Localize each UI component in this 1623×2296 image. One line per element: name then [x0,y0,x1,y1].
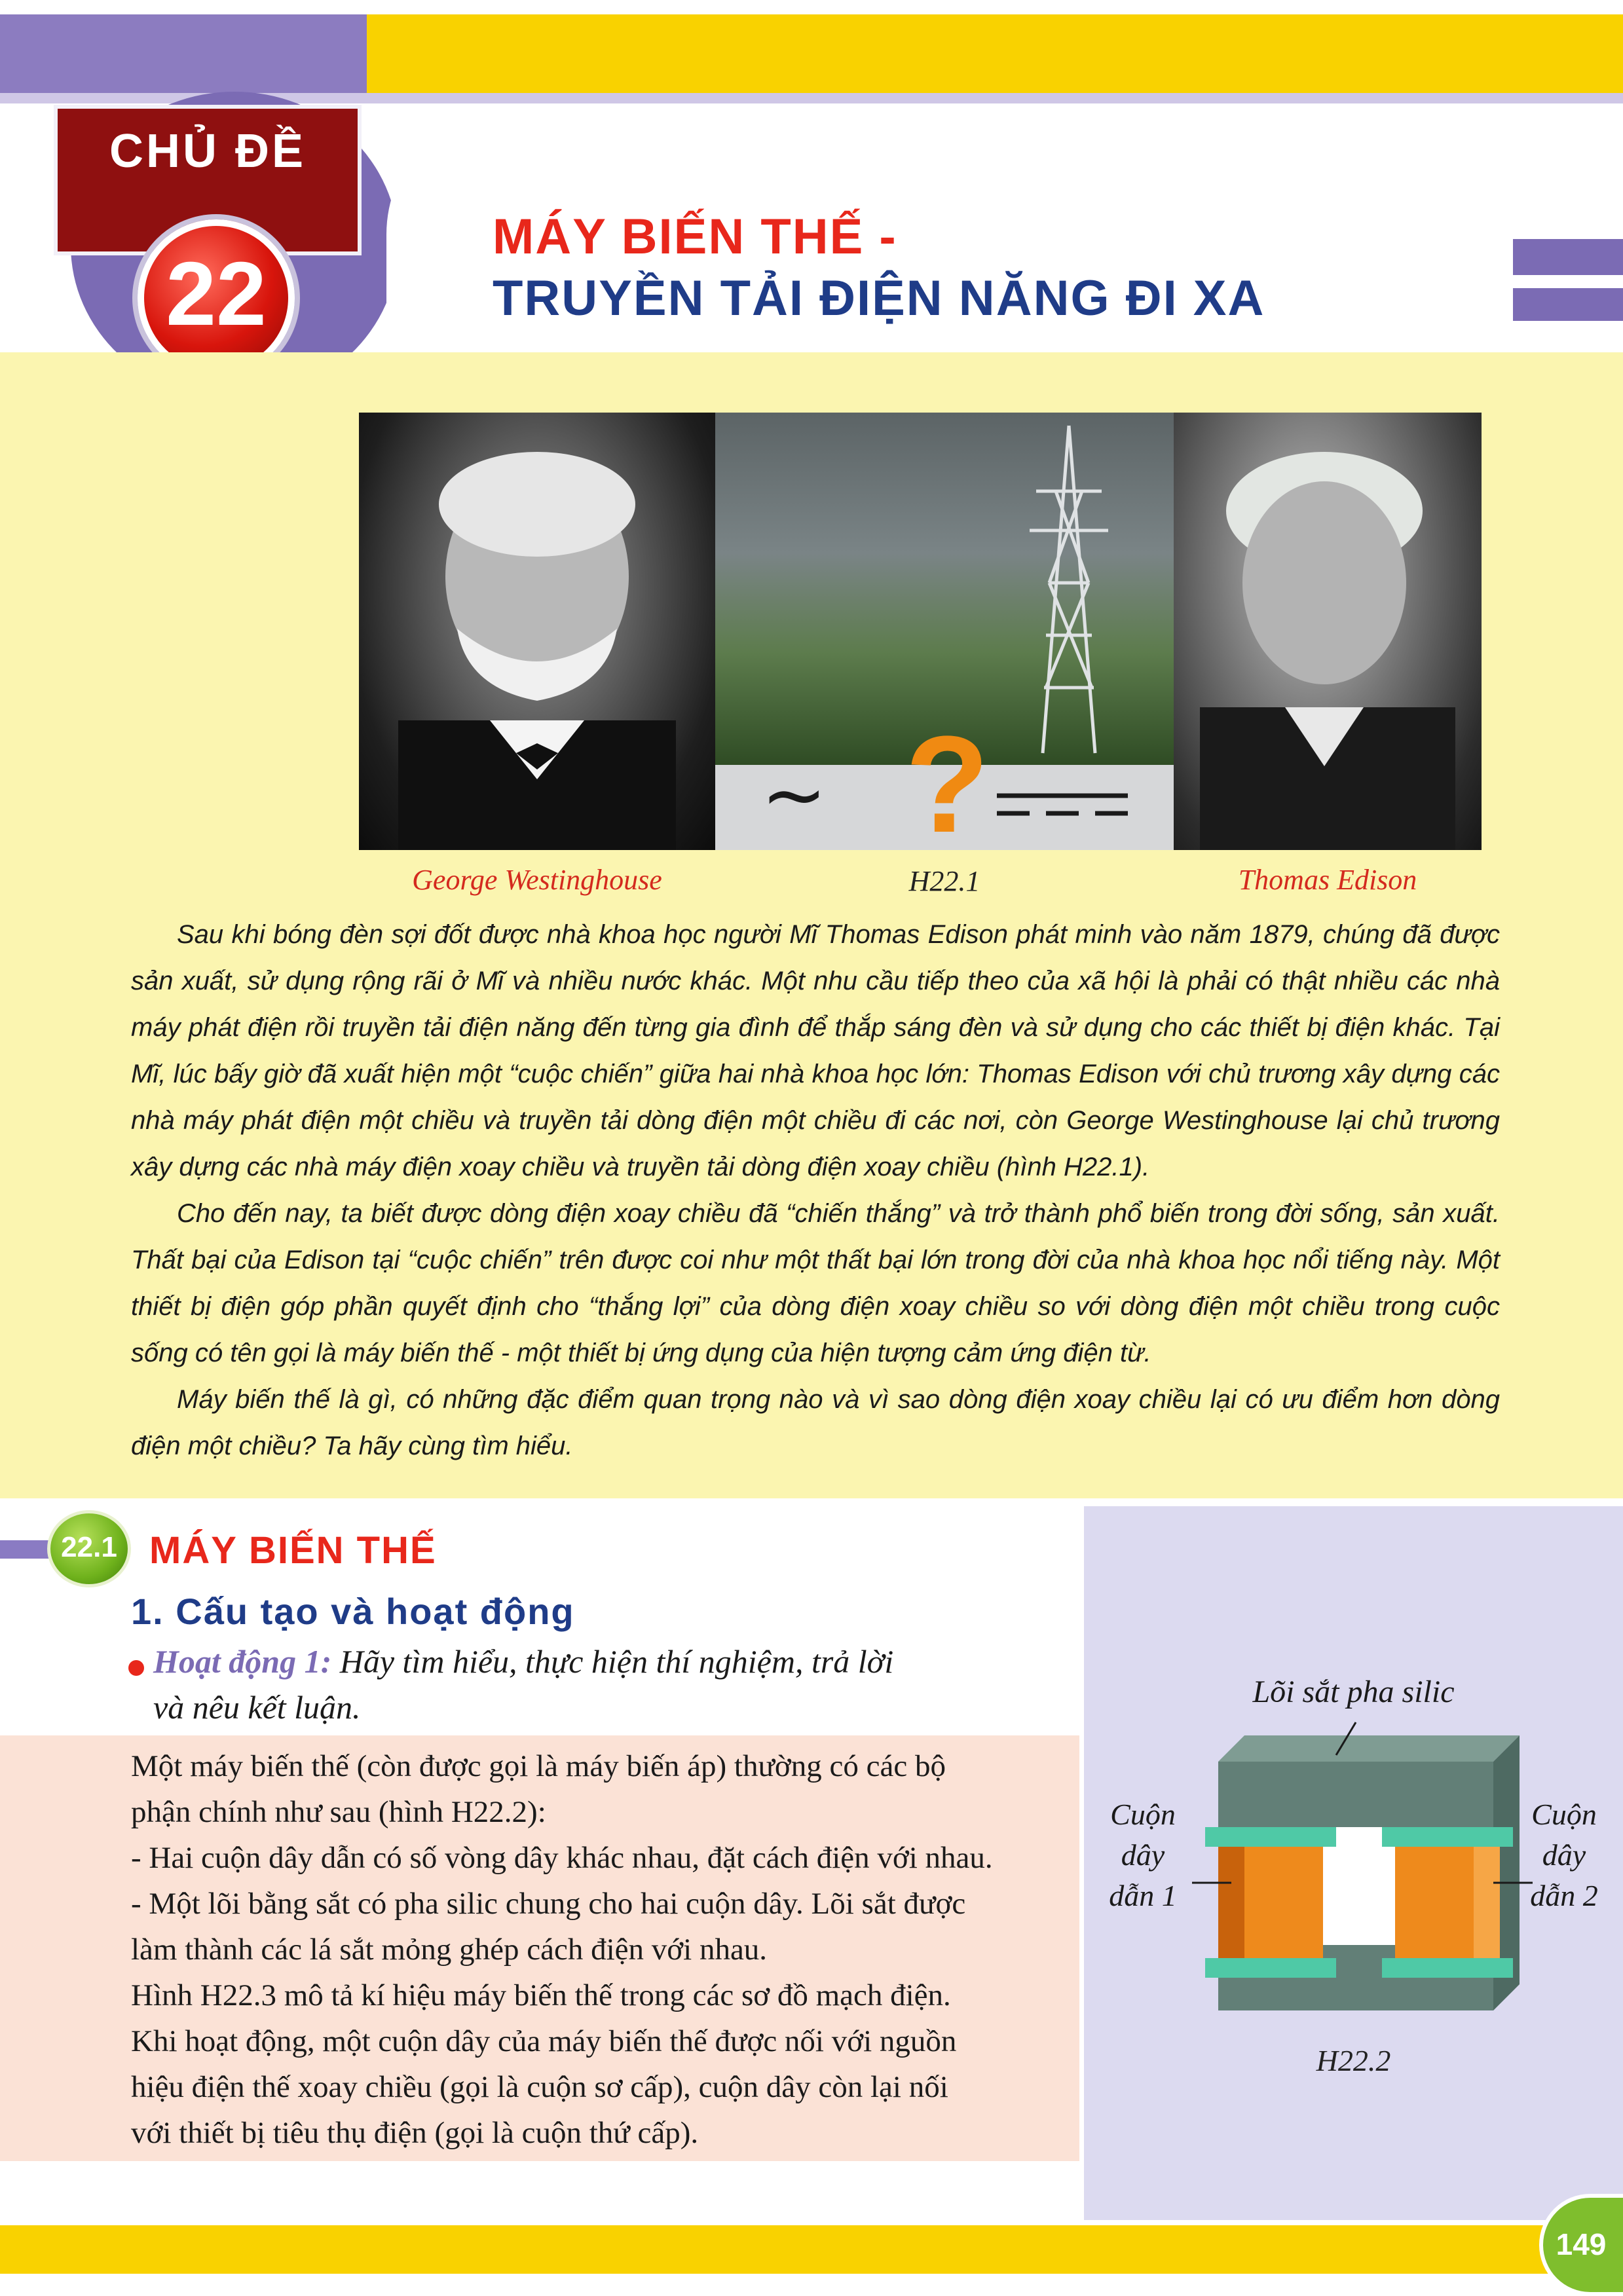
body-text-line: - Hai cuộn dây dẫn có số vòng dây khác nhau, đặt cách điện với nhau. [131,1841,993,1875]
intro-paragraph-1: Sau khi bóng đèn sợi đốt được nhà khoa học người Mĩ Thomas Edison phát minh vào năm 1879, chúng đã được sản xuất, sử dụng rộng rãi ở Mĩ và nhiều nước khác. Một nhu cầu tiếp theo của xã hội là phải có thật nhiều các nhà máy phát điện rồi truyền tải điện năng đến từng gia đình để thắp sáng đèn và sử dụng cho các thiết bị điện khác. Tại Mĩ, lúc bấy giờ đã xuất hiện một “cuộc chiến” giữa hai nhà khoa học lớn: Thomas Edison với chủ trương xây dựng các nhà máy phát điện một chiều và truyền tải dòng điện một chiều đi các nơi, còn George Westinghouse lại chủ trương xây dựng các nhà máy điện xoay chiều và truyền tải dòng điện xoay chiều (hình H22.1). [131,920,1500,1181]
body-text-line: phận chính như sau (hình H22.2): [131,1795,546,1829]
body-text-line: Một máy biến thế (còn được gọi là máy biến áp) thường có các bộ [131,1749,946,1783]
edison-portrait-drawing [1174,413,1482,850]
coil-1-label [1091,1794,1195,1916]
subsection-title: 1. Cấu tạo và hoạt động [131,1591,575,1632]
header-right-stripe [1513,288,1623,321]
page-title-line-1: MÁY BIẾN THẾ - [493,209,897,265]
edison-portrait [1174,413,1482,850]
header-right-stripe [1513,239,1623,275]
iron-core-label: Lõi sắt pha silic [1252,1675,1455,1709]
page-number: 149 [1556,2227,1607,2261]
activity-name: Hoạt động 1: [153,1643,332,1680]
figure-caption-westinghouse: George Westinghouse [412,864,662,896]
figure-caption-h22-2: H22.2 [1316,2044,1391,2077]
body-text-line: Hình H22.3 mô tả kí hiệu máy biến thế trong các sơ đồ mạch điện. [131,1978,951,2012]
coil-2-label-line: dây [1542,1838,1586,1872]
coil-2-label-line: Cuộn [1531,1798,1597,1831]
westinghouse-portrait [359,413,715,850]
transformer-diagram [1192,1703,1533,2043]
question-mark-icon: ? [905,707,990,850]
section-number: 22.1 [61,1531,117,1563]
intro-paragraph-3: Máy biến thế là gì, có những đặc điểm quan trọng nào và vì sao dòng điện xoay chiều lại có ưu điểm hơn dòng điện một chiều? Ta hãy cùng tìm hiểu. [131,1385,1500,1460]
header-yellow-bar [367,14,1623,93]
ac-symbol: ~ [761,750,827,841]
figure-caption-h22-1: H22.1 [908,865,980,897]
coil-2-label-line: dẫn 2 [1530,1879,1598,1912]
body-text-line: - Một lõi bằng sắt có pha silic chung cho hai cuộn dây. Lõi sắt được [131,1887,966,1921]
bullet-icon [128,1660,144,1676]
body-text-line: làm thành các lá sắt mỏng ghép cách điện với nhau. [131,1933,768,1967]
section-title: MÁY BIẾN THẾ [149,1529,437,1572]
topic-number: 22 [166,244,267,344]
header-purple-bar [0,14,367,93]
coil-1-label-line: dẫn 1 [1109,1879,1177,1912]
coil-1-label-line: Cuộn [1110,1798,1176,1831]
intro-paragraph-2: Cho đến nay, ta biết được dòng điện xoay chiều đã “chiến thắng” và trở thành phổ biến trong đời sống, sản xuất. Thất bại của Edison tại “cuộc chiến” trên được coi như một thất bại lớn trong đời của nhà khoa học nổi tiếng này. Một thiết bị điện góp phần quyết định cho “thắng lợi” của dòng điện xoay chiều so với dòng điện một chiều trong cuộc sống có tên gọi là máy biến thế - một thiết bị ứng dụng của hiện tượng cảm ứng điện từ. [131,1199,1500,1367]
activity-text: Hãy tìm hiểu, thực hiện thí nghiệm, trả lời [331,1643,894,1680]
footer-bar [0,2225,1552,2274]
coil-2-label [1512,1794,1616,1916]
transmission-tower-drawing [715,413,1174,850]
body-text-line: Khi hoạt động, một cuộn dây của máy biến thế được nối với nguồn [131,2024,957,2058]
dc-symbol-icon [997,796,1128,813]
activity-line-2: và nêu kết luận. [153,1689,361,1726]
page-title-line-2: TRUYỀN TẢI ĐIỆN NĂNG ĐI XA [493,270,1265,326]
topic-label: CHỦ ĐỀ [109,125,306,177]
westinghouse-portrait-drawing [359,413,715,850]
content-box [0,1735,1079,2161]
figure-caption-edison: Thomas Edison [1238,864,1417,896]
activity-line-1 [153,1642,893,1680]
coil-1-label-line: dây [1121,1838,1165,1872]
body-text-line: với thiết bị tiêu thụ điện (gọi là cuộn thứ cấp). [131,2116,699,2150]
body-text-line: hiệu điện thế xoay chiều (gọi là cuộn sơ cấp), cuộn dây còn lại nối [131,2070,948,2104]
